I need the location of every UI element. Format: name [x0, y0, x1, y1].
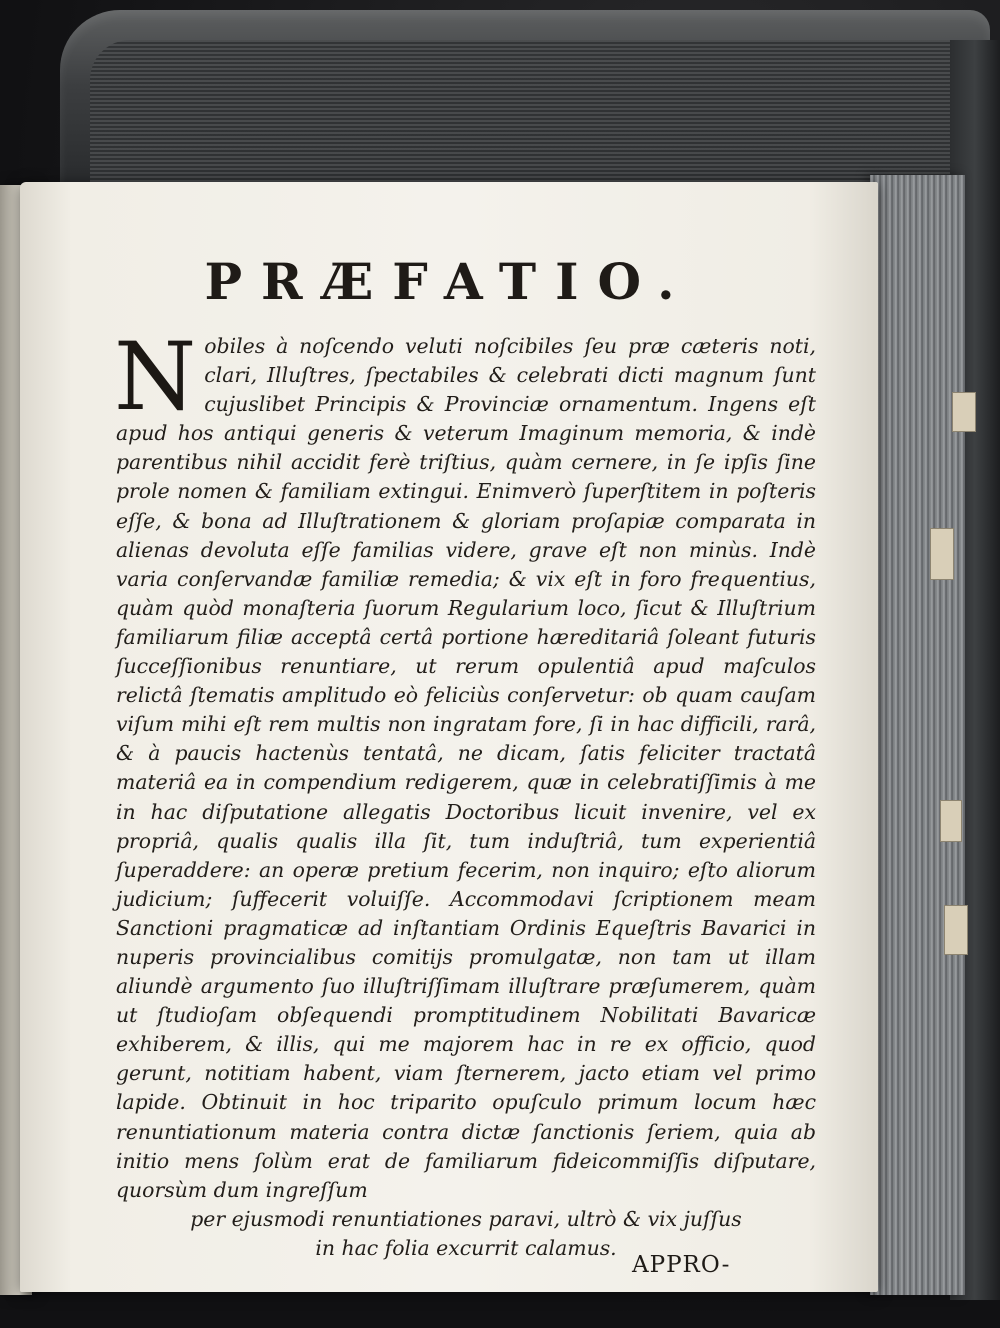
preface-paragraph: [114, 323, 816, 1205]
preface-body: obiles à noſcendo veluti noſcibiles ſeu præ cæteris noti, clari, Illuſtres, ſpectabiles & celebrati dicti magnum ſunt cujuslibet Principis & Provinciæ ornamentum. Ingens eſt apud hos antiqui generis & veterum Imaginum memoria, & indè parentibus nihil accidit ferè triſtius, quàm cernere, in ſe ipſis ſine prole nomen & familiam extingui. Enimverò ſuperſtitem in poſteris eſſe, & bona ad Illuſtrationem & gloriam proſapiæ comparata in alienas devoluta eſſe familias videre, grave eſt non minùs. Indè varia conſervandæ familiæ remedia; & vix eſt in foro frequentius, quàm quòd monaſteria ſuorum Regularium loco, ſicut & Illuſtrium familiarum filiæ acceptâ certâ portione hæreditariâ ſoleant futuris ſucceſſionibus renuntiare, ut rerum opulentiâ apud maſculos relictâ ſtematis amplitudo eò feliciùs conſervetur: ob quam cauſam viſum mihi eſt rem multis non ingratam fore, ſi in hac difficili, rarâ, & à paucis hactenùs tentatâ, ne dicam, ſatis feliciter tractatâ materiâ ea in compendium redigerem, quæ in celebratiſſimis à me in hac diſputatione allegatis Doctoribus licuit invenire, vel ex propriâ, qualis qualis illa ſit, tum induſtriâ, tum experientiâ ſuperaddere: an operæ pretium fecerim, non inquiro; eſto aliorum judicium; ſuffecerit voluiſſe. Accommodavi ſcriptionem meam Sanctioni pragmaticæ ad inſtantiam Ordinis Equeſtris Bavarici in nuperis provincialibus comitijs promulgatæ, non tam ut illam aliundè argumento ſuo illuſtriſſimam illuſtrare præſumerem, quàm ut ſtudioſam obſequendi promptitudinem Nobilitati Bavaricæ exhiberem, & illis, qui me majorem hac in re ex officio, quod gerunt, notitiam habent, viam ſternerem, jacto etiam vel primo lapide. Obtinuit in hoc triparito opuſculo primum locum hæc renuntiationum materia contra dictæ ſanctionis ſeriem, quia ab initio mens ſolùm erat de familiarum fideicommiſſis diſputare, quorsùm dum ingreſſum: [116, 334, 816, 1202]
drop-cap-initial: N: [114, 323, 197, 432]
fore-edge-tab: [930, 528, 954, 580]
preface-text: [114, 323, 816, 1263]
fore-edge-tab: [952, 392, 976, 432]
catchword: APPRO-: [632, 1252, 731, 1278]
fore-edge-tab: [940, 800, 962, 842]
closing-line-2: in hac folia excurrit calamus.: [315, 1235, 617, 1260]
page-title: PRÆFATIO.: [204, 252, 694, 311]
book-page: [20, 182, 878, 1292]
book-fore-edge: [870, 175, 965, 1295]
fore-edge-tab: [944, 905, 968, 955]
book-top-page-edges: [90, 40, 960, 190]
closing-line-1: per ejusmodi renuntiationes paravi, ultrò & vix juſſus: [190, 1206, 742, 1231]
